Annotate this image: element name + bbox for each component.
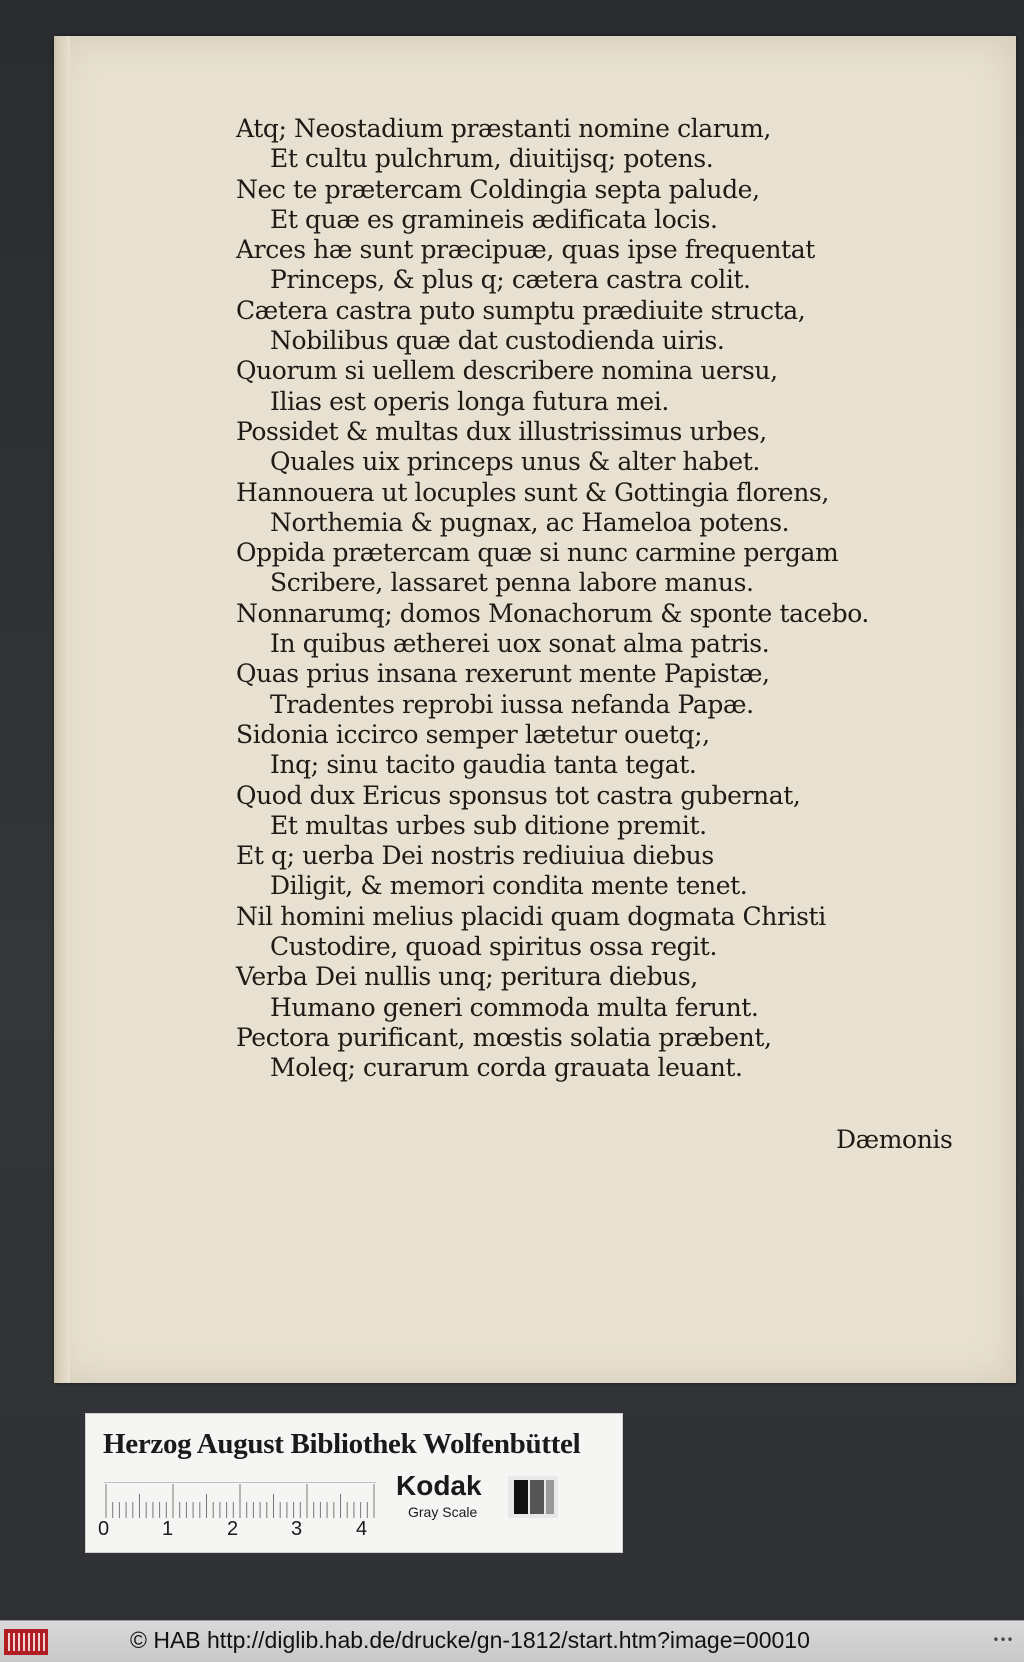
verse-line: Nec te prætercam Coldingia septa palude, xyxy=(236,174,760,204)
kodak-subtitle: Gray Scale xyxy=(408,1504,478,1520)
verse-line: Verba Dei nullis unq; peritura diebus, xyxy=(236,962,698,992)
verse-line: Hannouera ut locuples sunt & Gottingia florens, xyxy=(236,477,829,507)
ruler-number: 4 xyxy=(356,1518,368,1540)
verse-line: Quas prius insana rexerunt mente Papistæ, xyxy=(236,659,770,689)
verse-line: Et multas urbes sub ditione premit. xyxy=(270,810,707,840)
verse-line: Oppida prætercam quæ si nunc carmine pergam xyxy=(236,538,839,568)
verse-line: Possidet & multas dux illustrissimus urbes, xyxy=(236,416,767,446)
verse-line: Diligit, & memori condita mente tenet. xyxy=(270,871,748,901)
verse-line: In quibus ætherei uox sonat alma patris. xyxy=(270,629,770,659)
page-gutter xyxy=(56,36,70,1383)
verse-line: Quod dux Ericus sponsus tot castra gubernat, xyxy=(236,780,801,810)
verse-line: Pectora purificant, mœstis solatia præbent, xyxy=(236,1022,772,1052)
verse-line: Northemia & pugnax, ac Hameloa potens. xyxy=(270,507,790,537)
verse-line: Custodire, quoad spiritus ossa regit. xyxy=(270,932,718,962)
verse-line: Nonnarumq; domos Monachorum & sponte tacebo. xyxy=(236,598,869,628)
verse-line: Et cultu pulchrum, diuitijsq; potens. xyxy=(270,144,714,174)
book-page xyxy=(54,36,1016,1383)
verse-line: Humano generi commoda multa ferunt. xyxy=(270,992,759,1022)
verse-line: Et q; uerba Dei nostris rediuiua diebus xyxy=(236,841,714,871)
verse-line: Scribere, lassaret penna labore manus. xyxy=(270,568,754,598)
verse-line: Atq; Neostadium præstanti nomine clarum, xyxy=(236,114,771,143)
verse-line: Arces hæ sunt præcipuæ, quas ipse frequentat xyxy=(236,235,815,265)
verse-line: Quorum si uellem describere nomina uersu, xyxy=(236,356,778,386)
verse-line: Et quæ es gramineis ædificata locis. xyxy=(270,204,718,234)
hab-logo-icon xyxy=(4,1629,48,1655)
verse-line: Tradentes reprobi iussa nefanda Papæ. xyxy=(270,689,754,719)
ellipsis-icon[interactable]: ••• xyxy=(992,1633,1014,1647)
verse-line: Quales uix princeps unus & alter habet. xyxy=(270,447,760,477)
verse-line: Sidonia iccirco semper lætetur ouetq;, xyxy=(236,719,710,749)
verse-line: Princeps, & plus q; cætera castra colit. xyxy=(270,265,751,295)
ruler-number: 1 xyxy=(162,1518,174,1540)
verse-line: Moleq; curarum corda grauata leuant. xyxy=(270,1053,743,1083)
catchword: Dæmonis xyxy=(836,1125,953,1154)
copyright-url: © HAB http://diglib.hab.de/drucke/gn-1812/start.htm?image=00010 xyxy=(130,1627,810,1653)
kodak-logo: Kodak xyxy=(396,1470,482,1501)
library-name: Herzog August Bibliothek Wolfenbüttel xyxy=(103,1428,581,1460)
viewer-footer xyxy=(0,1620,1024,1662)
ruler-numbers xyxy=(98,1518,388,1542)
verse-line: Nil homini melius placidi quam dogmata Christi xyxy=(236,901,826,931)
gray-scale-swatch-icon xyxy=(508,1476,558,1518)
verse-line: Inq; sinu tacito gaudia tanta tegat. xyxy=(270,750,697,780)
ruler-icon xyxy=(104,1482,376,1518)
verse-line: Ilias est operis longa futura mei. xyxy=(270,386,669,416)
color-scale-card xyxy=(85,1413,623,1553)
ruler-number: 2 xyxy=(227,1518,239,1540)
verse-line: Cætera castra puto sumptu prædiuite structa, xyxy=(236,295,806,325)
ruler-number: 3 xyxy=(291,1518,303,1540)
ruler-number: 0 xyxy=(98,1518,110,1540)
verse-line: Nobilibus quæ dat custodienda uiris. xyxy=(270,326,725,356)
verse-text xyxy=(236,114,976,1084)
